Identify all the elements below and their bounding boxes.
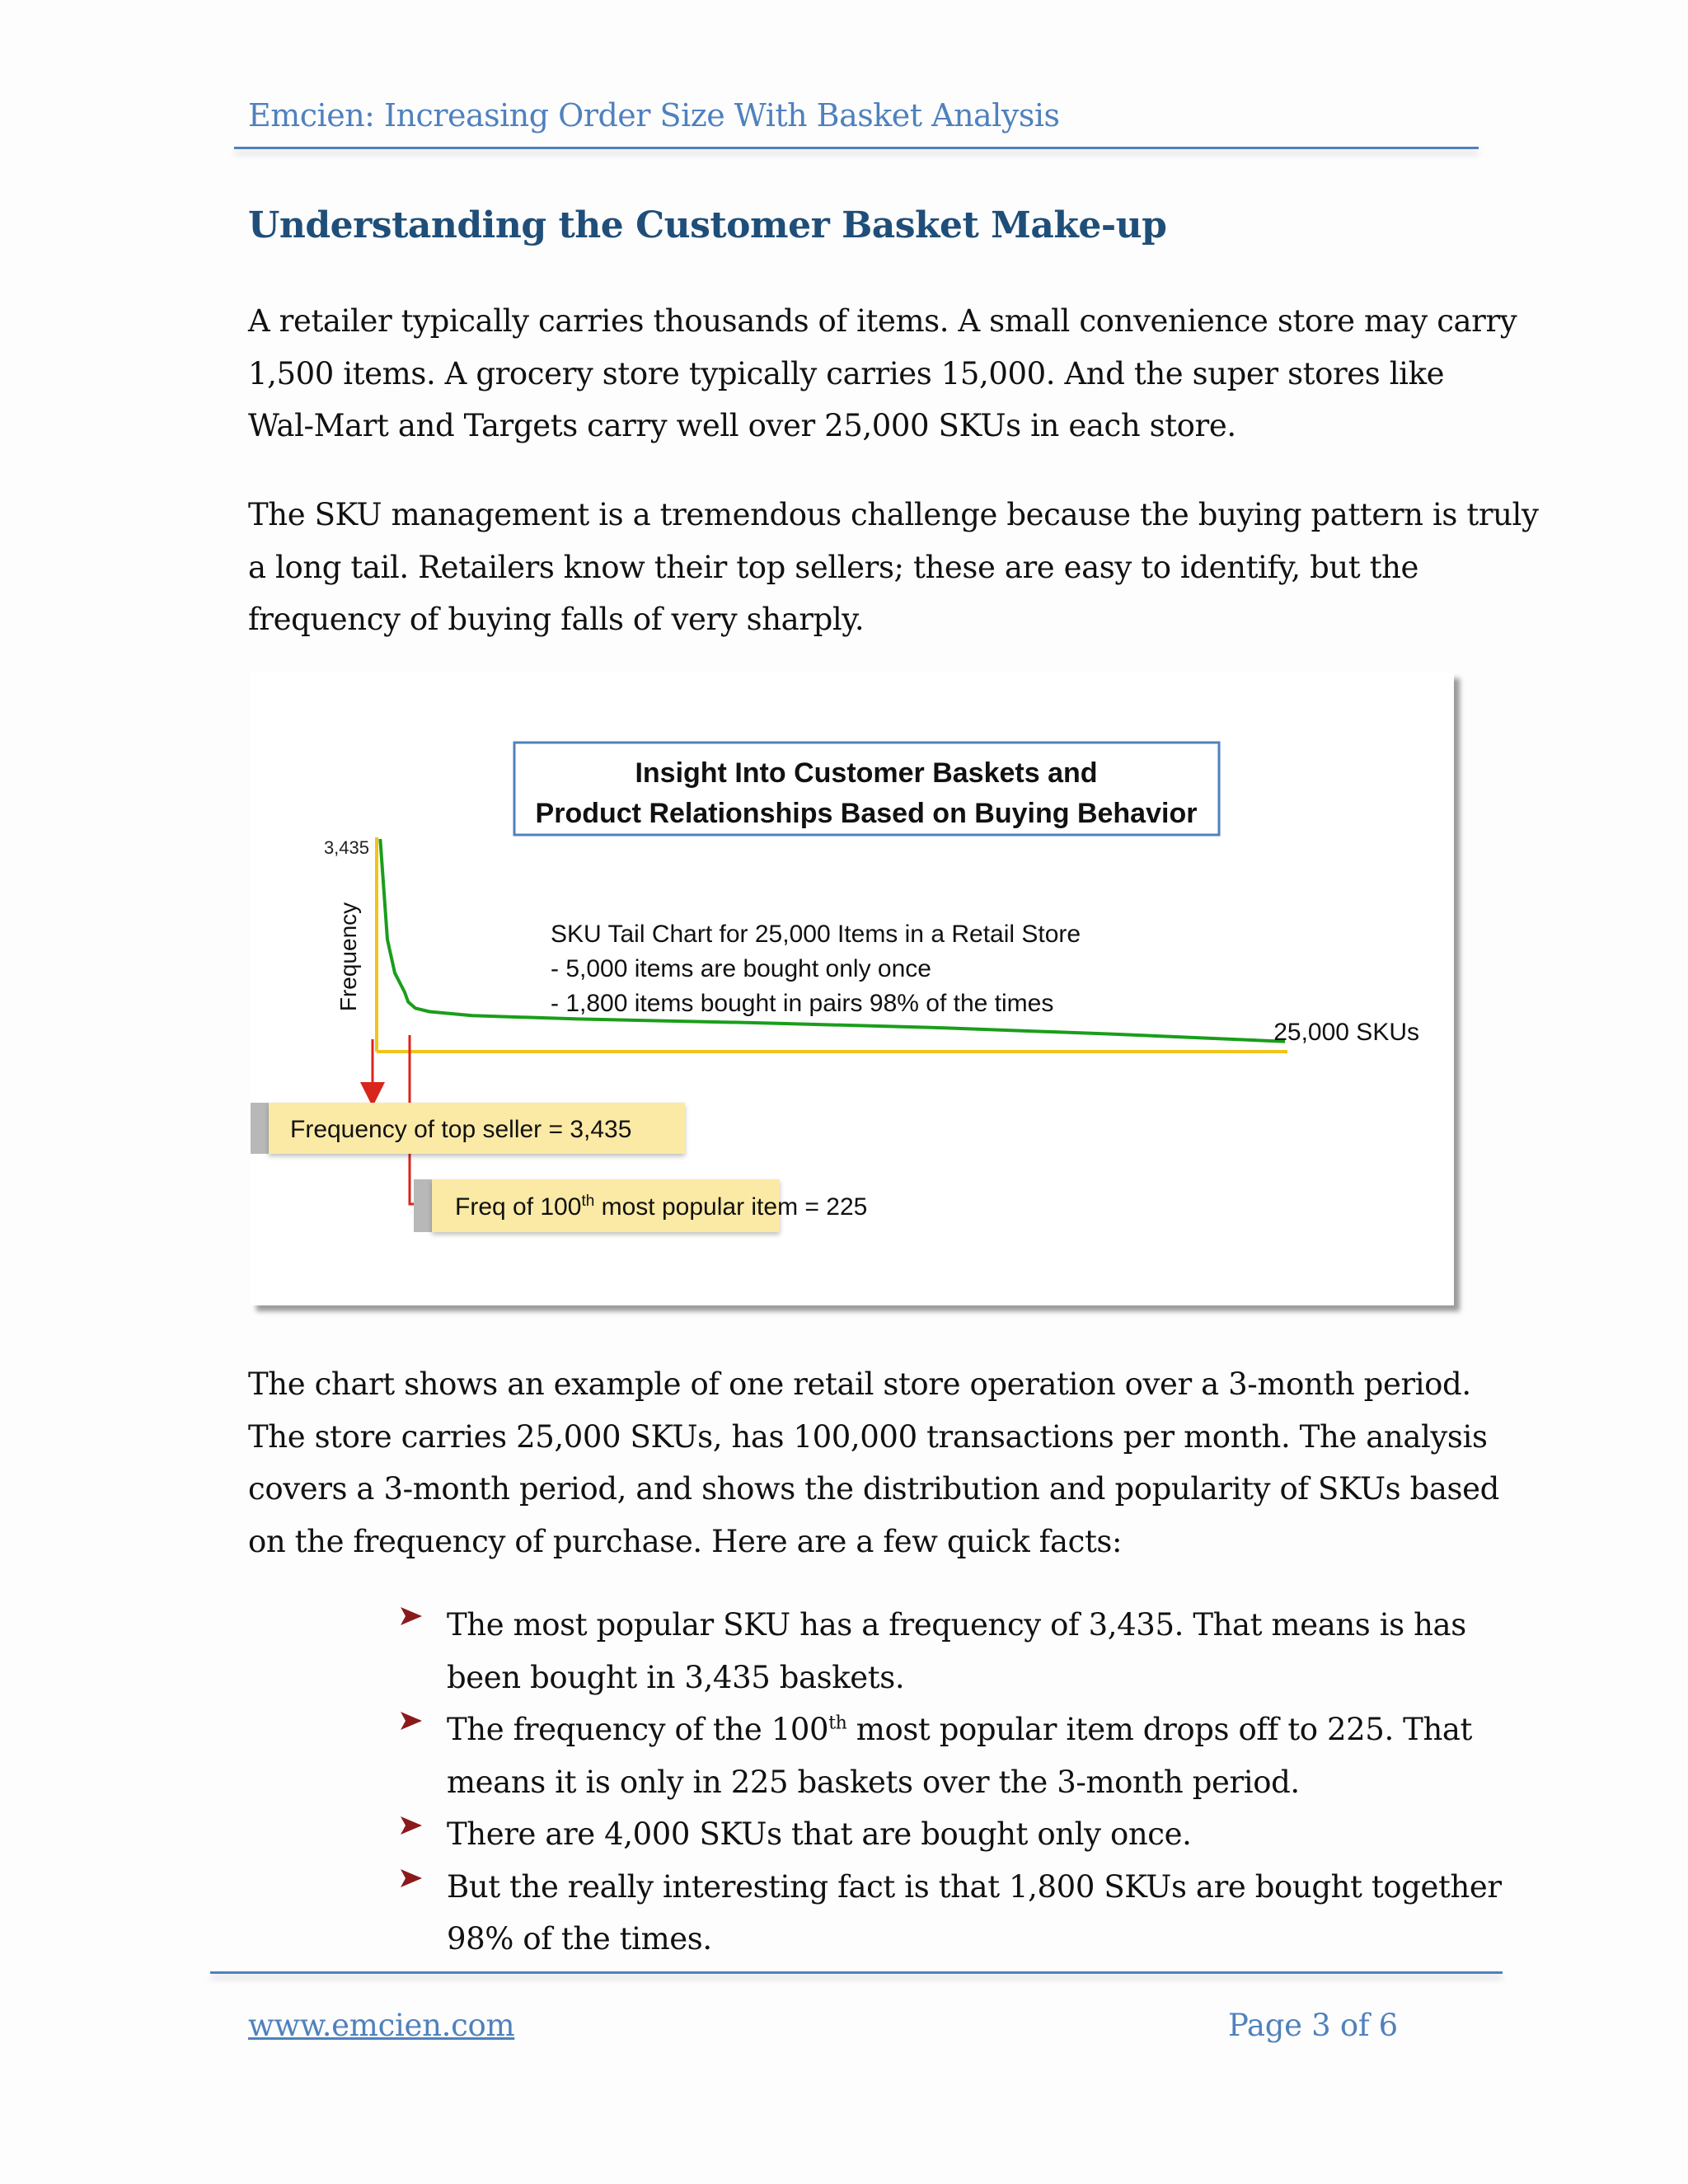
chart-annotation-line-3: - 1,800 items bought in pairs 98% of the times xyxy=(551,990,1054,1017)
bullet-line: means it is only in 225 baskets over the 3-month period. xyxy=(447,1764,1300,1800)
page-number: Page 3 of 6 xyxy=(1228,2008,1398,2043)
footer-rule xyxy=(210,1971,1503,1974)
paragraph-line: frequency of buying falls of very sharply. xyxy=(248,602,865,637)
chart-annotation-line-1: SKU Tail Chart for 25,000 Items in a Retail Store xyxy=(551,921,1081,948)
paragraph-line: The chart shows an example of one retail store operation over a 3-month period. xyxy=(248,1366,1471,1402)
sku-tail-chart xyxy=(251,673,1454,1305)
list-item xyxy=(397,1861,1502,1966)
paragraph-3 xyxy=(248,1358,1499,1568)
paragraph-line: The SKU management is a tremendous challenge because the buying pattern is truly xyxy=(248,497,1539,532)
chart-annotation-line-2: - 5,000 items are bought only once xyxy=(551,955,931,982)
hundredth-item-callout-text xyxy=(455,1193,867,1221)
callout-1-shadow xyxy=(251,1103,269,1154)
section-heading: Understanding the Customer Basket Make-up xyxy=(248,204,1167,246)
paragraph-line: covers a 3-month period, and shows the distribution and popularity of SKUs based xyxy=(248,1471,1499,1507)
callout-2-shadow xyxy=(414,1179,432,1232)
arrowhead-bullet-icon xyxy=(397,1707,425,1735)
x-end-label: 25,000 SKUs xyxy=(1273,1019,1419,1046)
top-seller-callout-text: Frequency of top seller = 3,435 xyxy=(290,1116,632,1143)
y-axis-label: Frequency xyxy=(335,902,361,1012)
bullet-line: The most popular SKU has a frequency of 3,435. That means is has xyxy=(447,1607,1466,1643)
paragraph-line: 1,500 items. A grocery store typically carries 15,000. And the super stores like xyxy=(248,355,1445,391)
paragraph-line: Wal-Mart and Targets carry well over 25,000 SKUs in each store. xyxy=(248,408,1236,443)
paragraph-1 xyxy=(248,295,1517,452)
chart-title-line-1: Insight Into Customer Baskets and xyxy=(635,757,1098,789)
list-item xyxy=(397,1808,1452,1861)
paragraph-line: a long tail. Retailers know their top sellers; these are easy to identify, but the xyxy=(248,549,1419,585)
y-max-tick-label: 3,435 xyxy=(323,837,369,858)
bullet-line: There are 4,000 SKUs that are bought only once. xyxy=(447,1816,1192,1852)
bullet-line: 98% of the times. xyxy=(447,1921,712,1957)
website-link[interactable]: www.emcien.com xyxy=(248,2008,515,2043)
sku-tail-chart-figure xyxy=(251,673,1454,1305)
callout-2-sup: th xyxy=(581,1193,595,1210)
list-item xyxy=(397,1599,1466,1704)
paragraph-line: The store carries 25,000 SKUs, has 100,000 transactions per month. The analysis xyxy=(248,1418,1488,1455)
facts-list xyxy=(397,1599,1502,1966)
arrowhead-bullet-icon xyxy=(397,1602,425,1630)
bullet-line: The frequency of the 100th most popular item drops off to 225. That xyxy=(447,1712,1473,1747)
header-title: Emcien: Increasing Order Size With Basket Analysis xyxy=(248,97,1060,134)
header-rule xyxy=(234,147,1479,149)
arrowhead-bullet-icon xyxy=(397,1811,425,1840)
list-item xyxy=(397,1704,1473,1808)
callout-2-pre: Freq of 100 xyxy=(455,1193,582,1221)
arrowhead-bullet-icon xyxy=(397,1864,425,1892)
bullet-line: But the really interesting fact is that 1,800 SKUs are bought together xyxy=(447,1868,1502,1905)
paragraph-2 xyxy=(248,489,1539,646)
callout-2-post: most popular item = 225 xyxy=(594,1193,868,1221)
paragraph-line: on the frequency of purchase. Here are a few quick facts: xyxy=(248,1523,1123,1559)
chart-title-line-2: Product Relationships Based on Buying Behavior xyxy=(535,798,1198,829)
bullet-line: been bought in 3,435 baskets. xyxy=(447,1659,905,1695)
paragraph-line: A retailer typically carries thousands of items. A small convenience store may carry xyxy=(248,303,1517,339)
